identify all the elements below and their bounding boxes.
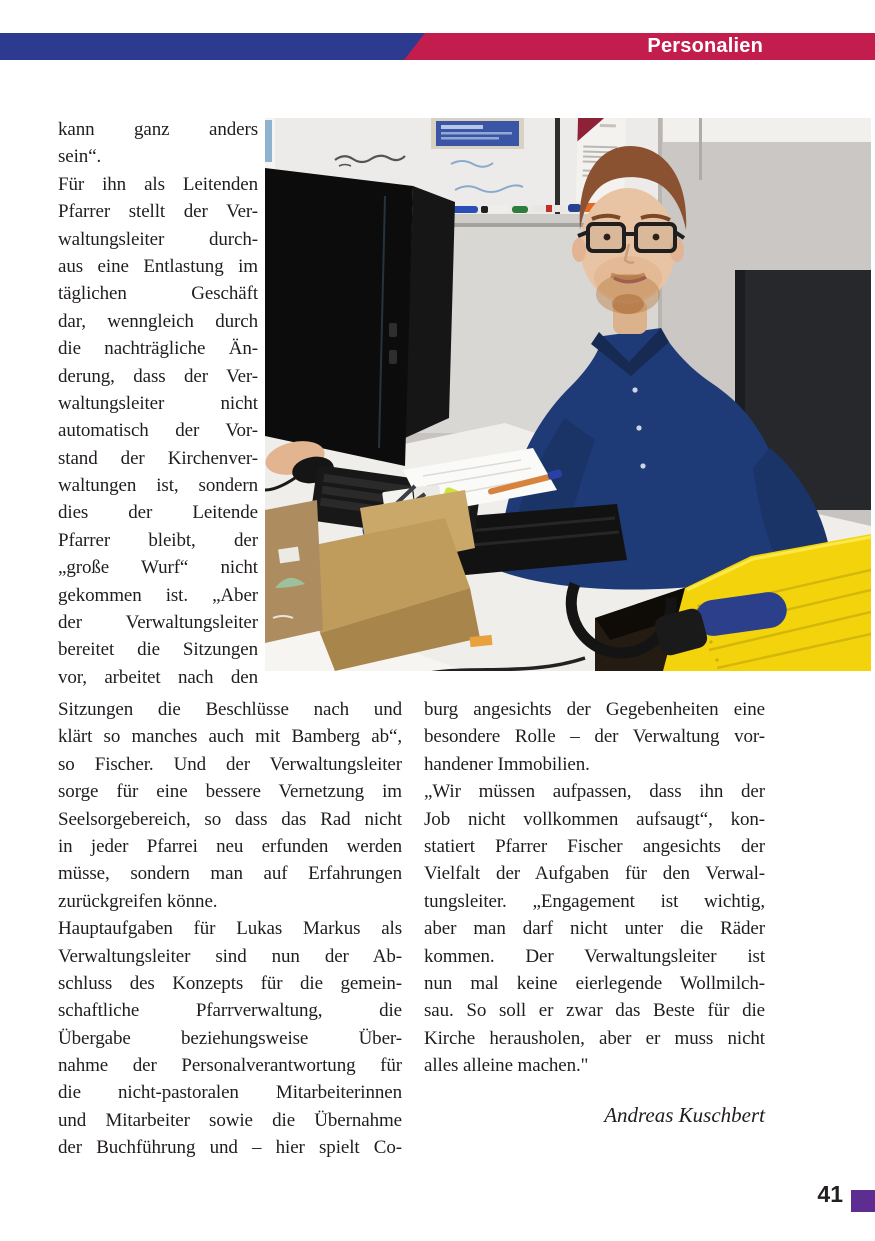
text-line: täglichen Geschäft	[58, 283, 258, 305]
text-line: schaftliche Pfarrverwaltung, die	[58, 1000, 402, 1022]
text-line: der Verwaltungsleiter	[58, 612, 258, 634]
text-line: gekommen ist. „Aber	[58, 584, 258, 606]
text-line: Sitzungen die Beschlüsse nach und	[58, 699, 402, 720]
article-byline: Andreas Kuschbert	[604, 1103, 765, 1127]
header-label: Personalien	[647, 35, 763, 57]
text-line: „große Wurf“ nicht	[58, 557, 258, 579]
text-line: die nachträgliche Än-	[58, 338, 258, 360]
text-line: Job nicht vollkommen aufsaugt“, kon-	[424, 808, 765, 830]
text-line: Übergabe beziehungsweise Über-	[58, 1027, 402, 1049]
text-line: und Mitarbeiter sowie die Übernahme	[58, 1109, 402, 1131]
text-line: nahme der Personalverantwortung für	[58, 1055, 402, 1077]
text-line: statiert Pfarrer Fischer angesichts der	[424, 835, 765, 857]
text-line: nun mal keine eierlegende Wollmilch-	[424, 972, 765, 994]
text-line: Für ihn als Leitenden	[58, 173, 258, 195]
article-column-right	[424, 696, 765, 1079]
page-marker-square	[851, 1190, 875, 1212]
text-line: in jeder Pfarrei neu erfunden werden	[58, 835, 402, 857]
text-line: waltungsleiter nicht	[58, 392, 258, 414]
text-line: kann ganz anders	[58, 119, 258, 140]
text-line: Pfarrer bleibt, der	[58, 529, 258, 551]
text-line: waltungen ist, sondern	[58, 475, 258, 497]
text-line: die nicht-pastoralen Mitarbeiterinnen	[58, 1082, 402, 1104]
article-column-narrow	[58, 116, 258, 691]
article-column-left	[58, 696, 402, 1162]
text-line: Hauptaufgaben für Lukas Markus als	[58, 918, 402, 940]
text-line: automatisch der Vor-	[58, 420, 258, 442]
article-photo	[265, 118, 871, 671]
text-line: burg angesichts der Gegebenheiten eine	[424, 699, 765, 720]
text-line: so Fischer. Und der Verwaltungsleiter	[58, 753, 402, 775]
text-line: dar, wenngleich durch	[58, 310, 258, 332]
page-number: 41	[817, 1181, 843, 1207]
text-line: sau. So soll er zwar das Beste für die	[424, 1000, 765, 1022]
text-line: kommen. Der Verwaltungsleiter ist	[424, 945, 765, 967]
text-line: aus eine Entlastung im	[58, 255, 258, 277]
text-line: alles alleine machen."	[424, 1055, 589, 1077]
text-line: schluss des Konzepts für die gemein-	[58, 972, 402, 994]
text-line: Verwaltungsleiter sind nun der Ab-	[58, 945, 402, 967]
text-line: zurückgreifen könne.	[58, 890, 218, 912]
text-line: „Wir müssen aufpassen, dass ihn der	[424, 781, 765, 803]
text-line: waltungsleiter durch-	[58, 228, 258, 250]
text-line: klärt so manches auch mit Bamberg ab“,	[58, 726, 402, 748]
text-line: Seelsorgebereich, so dass das Rad nicht	[58, 808, 402, 830]
text-line: müsse, sondern man auf Erfahrungen	[58, 863, 402, 885]
text-line: sorge für eine bessere Vernetzung im	[58, 781, 402, 803]
office-photo-illustration	[265, 118, 871, 671]
text-line: tungsleiter. „Engagement ist wichtig,	[424, 890, 765, 912]
text-line: der Buchführung und – hier spielt Co-	[58, 1137, 402, 1159]
text-line: stand der Kirchenver-	[58, 447, 258, 469]
text-line: sein“.	[58, 146, 102, 168]
text-line: bereitet die Sitzungen	[58, 639, 258, 661]
header-bar	[0, 33, 875, 60]
text-line: aber man darf nicht unter die Räder	[424, 918, 765, 940]
text-line: handener Immobilien.	[424, 753, 590, 775]
text-line: derung, dass der Ver-	[58, 365, 258, 387]
photo-monitor	[265, 168, 455, 466]
text-line: vor, arbeitet nach den	[58, 666, 258, 688]
photo-greeting-card	[265, 500, 323, 643]
text-line: Vielfalt der Aufgaben für den Verwal-	[424, 863, 765, 885]
text-line: Pfarrer stellt der Ver-	[58, 201, 258, 223]
text-line: Kirche herausholen, aber er muss nicht	[424, 1027, 765, 1049]
text-line: dies der Leitende	[58, 502, 258, 524]
text-line: besondere Rolle – der Verwaltung vor-	[424, 726, 765, 748]
